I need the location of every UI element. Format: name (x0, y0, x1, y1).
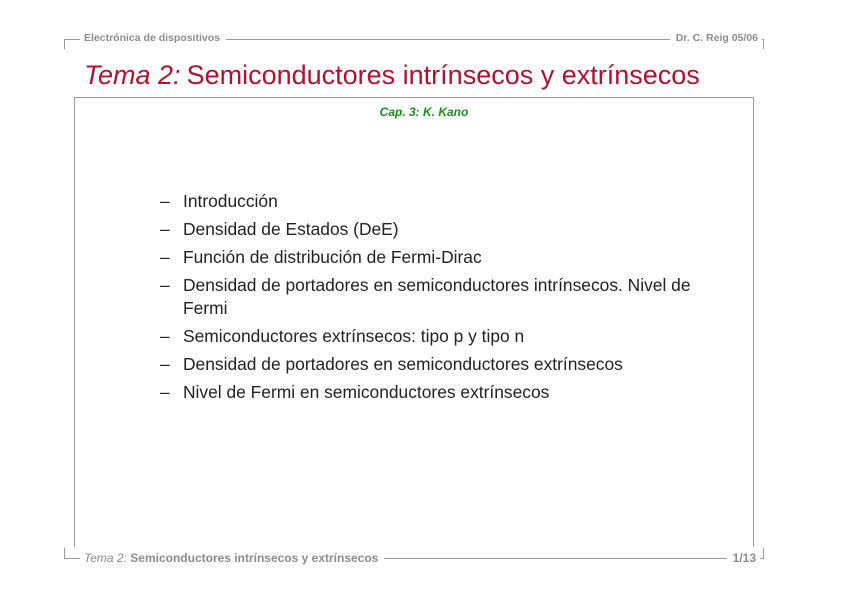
list-item (160, 381, 720, 404)
frame-left-bottom (64, 548, 65, 558)
footer-title-prefix: Tema 2: (84, 551, 127, 565)
header-course: Electrónica de dispositivos (80, 32, 226, 44)
bullet-dash: – (160, 191, 170, 211)
bullet-dash: – (160, 219, 170, 239)
list-item (160, 353, 720, 376)
bullet-dash: – (160, 382, 170, 402)
list-item (160, 246, 720, 269)
list-item-text: Densidad de Estados (DeE) (183, 219, 399, 239)
footer-title (80, 551, 384, 565)
list-item-text: Densidad de portadores en semiconductores intrínsecos. Nivel de Fermi (183, 275, 691, 318)
header-author: Dr. C. Reig 05/06 (670, 32, 762, 44)
list-item-text: Densidad de portadores en semiconductores extrínsecos (183, 354, 623, 374)
frame-inner-right (753, 97, 754, 547)
bullet-dash: – (160, 326, 170, 346)
list-item (160, 325, 720, 348)
frame-left-top (64, 39, 65, 49)
frame-inner-left (74, 97, 75, 547)
frame-right-bottom (763, 548, 764, 558)
bullet-dash: – (160, 275, 170, 295)
bullet-dash: – (160, 354, 170, 374)
title-rule (74, 97, 753, 98)
frame-right-top (763, 39, 764, 49)
list-item (160, 190, 720, 213)
bullet-dash: – (160, 247, 170, 267)
topic-list (160, 190, 720, 409)
slide-title (84, 60, 700, 91)
list-item-text: Nivel de Fermi en semiconductores extrínsecos (183, 382, 550, 402)
slide-title-main: Semiconductores intrínsecos y extrínsecos (186, 60, 700, 90)
list-item-text: Semiconductores extrínsecos: tipo p y tipo n (183, 326, 525, 346)
list-item (160, 274, 720, 320)
list-item-text: Introducción (183, 191, 278, 211)
chapter-reference: Cap. 3: K. Kano (379, 105, 469, 119)
footer-title-main: Semiconductores intrínsecos y extrínsecos (130, 551, 379, 565)
list-item-text: Función de distribución de Fermi-Dirac (183, 247, 482, 267)
slide-title-prefix: Tema 2: (84, 60, 181, 90)
page-number: 1/13 (727, 551, 760, 565)
list-item (160, 218, 720, 241)
